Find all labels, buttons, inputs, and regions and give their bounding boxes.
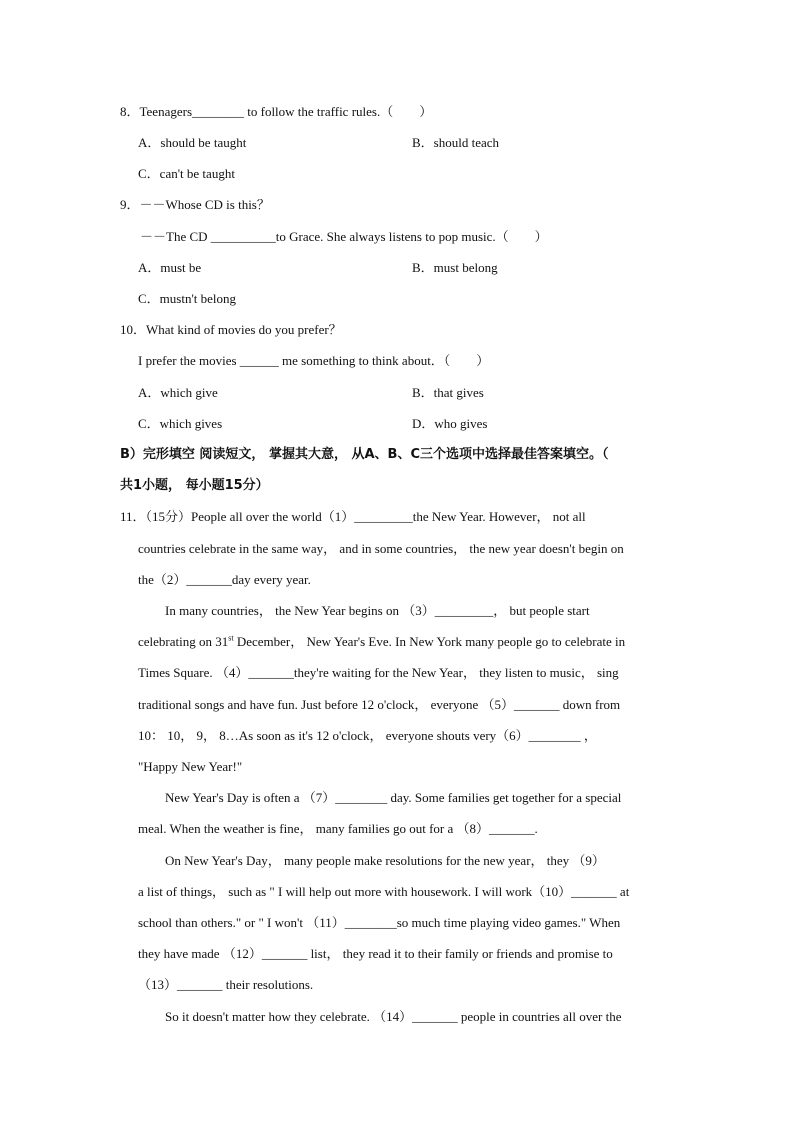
question-9-option-b: B．must belong: [412, 260, 498, 275]
passage-line: [138, 633, 674, 651]
passage-line: So it doesn't matter how they celebrate. （14）_______ people in countries all over the: [165, 1009, 622, 1024]
passage-line: meal. When the weather is fine， many families go out for a （8）_______.: [138, 821, 538, 836]
passage-line: traditional songs and have fun. Just before 12 o'clock， everyone （5）_______ down from: [138, 697, 621, 712]
passage-line: On New Year's Day， many people make resolutions for the new year， they （9）: [165, 853, 605, 868]
question-10-option-d: D．who gives: [412, 416, 488, 431]
question-8-option-b: B．should teach: [412, 135, 500, 150]
question-8-stem: 8．Teenagers________ to follow the traffic rules.（ ）: [120, 104, 433, 119]
passage-line: a list of things， such as " I will help out more with housework. I will work（10）_______ at: [138, 884, 630, 899]
question-10-option-a: A．which give: [138, 385, 218, 400]
passage-line: New Year's Day is often a （7）________ day. Some families get together for a special: [165, 790, 622, 805]
passage-line: they have made （12）_______ list， they read it to their family or friends and promise to: [138, 946, 613, 961]
passage-line: （13）_______ their resolutions.: [138, 977, 314, 992]
passage-line: 10： 10， 9， 8…As soon as it's 12 o'clock， everyone shouts very（6）________ ，: [138, 728, 597, 743]
question-9-response: －－The CD __________to Grace. She always listens to pop music.（ ）: [140, 229, 548, 244]
passage-text: celebrating on 31: [138, 634, 229, 649]
question-8-option-c: C．can't be taught: [138, 166, 235, 181]
passage-text: December， New Year's Eve. In New York many people go to celebrate in: [233, 634, 626, 649]
question-9-stem: 9．－－Whose CD is this？: [120, 197, 270, 212]
section-b-heading-cont: 共1小题， 每小题15分）: [120, 478, 269, 493]
ordinal-suffix: st: [228, 633, 234, 643]
question-10-option-c: C．which gives: [138, 416, 223, 431]
passage-line: In many countries， the New Year begins on （3）_________， but people start: [165, 603, 590, 618]
question-9-option-a: A．must be: [138, 260, 202, 275]
question-9-option-c: C．mustn't belong: [138, 291, 237, 306]
passage-line: school than others." or " I won't （11）________so much time playing video games." When: [138, 915, 621, 930]
question-8-option-a: A．should be taught: [138, 135, 247, 150]
passage-line: the（2）_______day every year.: [138, 572, 311, 587]
question-10-response: I prefer the movies ______ me something to think about．（ ）: [138, 353, 490, 368]
passage-line: countries celebrate in the same way， and in some countries， the new year doesn't begin on: [138, 541, 624, 556]
section-b-heading: B）完形填空 阅读短文， 掌握其大意， 从A、B、C三个选项中选择最佳答案填空。（: [120, 447, 609, 462]
question-10-stem: 10．What kind of movies do you prefer？: [120, 322, 342, 337]
passage-line: 11．（15分）People all over the world（1）_________the New Year. However， not all: [120, 509, 586, 524]
passage-line: "Happy New Year!": [138, 759, 243, 774]
question-10-option-b: B．that gives: [412, 385, 484, 400]
passage-line: Times Square. （4）_______they're waiting for the New Year， they listen to music， sing: [138, 665, 619, 680]
